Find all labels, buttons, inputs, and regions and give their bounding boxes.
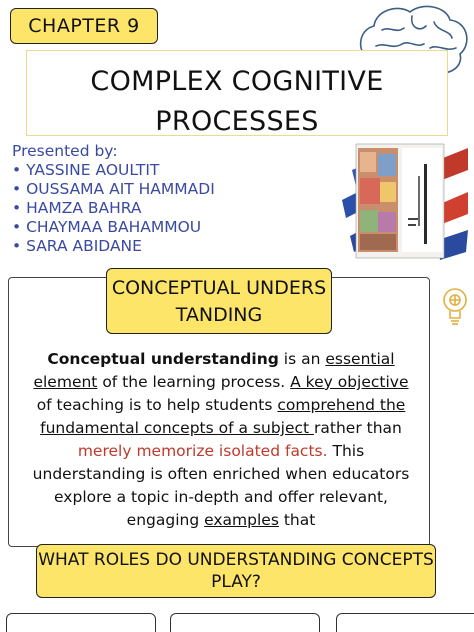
bottom-card — [336, 613, 474, 632]
book-cover-image — [342, 140, 468, 264]
term-conceptual-understanding: Conceptual understanding — [47, 350, 279, 368]
text-run: This understanding is often enriched when educators explore a topic in-depth and offer relevant, engaging — [32, 442, 410, 529]
text-run: of teaching is to help students — [36, 396, 278, 414]
presenter-list — [12, 142, 215, 256]
text-run: rather than — [314, 419, 402, 437]
cover-photo — [360, 178, 380, 204]
presenter-item: • HAMZA BAHRA — [12, 199, 142, 217]
cover-photo — [360, 234, 396, 250]
title-line-2: PROCESSES — [155, 106, 319, 137]
cover-photo — [378, 212, 396, 232]
lightbulb-icon — [436, 284, 474, 328]
cover-title-mark — [424, 164, 427, 244]
underlined-phrase: A key objective — [290, 373, 409, 391]
page-title — [26, 62, 448, 142]
cover-spine-band — [402, 148, 442, 252]
bottom-card — [170, 613, 320, 632]
roles-question-badge: WHAT ROLES DO UNDERSTANDING CONCEPTS PLAY? — [36, 544, 436, 598]
cover-title-mark — [408, 218, 418, 220]
cover-title-mark — [408, 224, 416, 226]
cover-photo — [360, 152, 376, 172]
chapter-badge: CHAPTER 9 — [10, 8, 158, 44]
concept-paragraph — [28, 348, 414, 532]
underlined-phrase: comprehend the fundamental concepts of a subject — [40, 396, 406, 437]
bottom-card — [6, 613, 156, 632]
cover-photo — [380, 182, 396, 202]
presenter-item: • CHAYMAA BAHAMMOU — [12, 218, 202, 236]
highlighted-phrase: merely memorize isolated facts. — [77, 442, 328, 460]
presented-by-label: Presented by: — [12, 142, 118, 160]
text-run: of the learning process. — [97, 373, 291, 391]
presenter-item: • YASSINE AOULTIT — [12, 161, 160, 179]
text-run: that — [278, 511, 316, 529]
underlined-phrase: examples — [204, 511, 279, 529]
cover-photo — [360, 210, 378, 232]
text-run: is an — [278, 350, 326, 368]
title-line-1: COMPLEX COGNITIVE — [90, 66, 384, 97]
presenter-item: • SARA ABIDANE — [12, 237, 142, 255]
underlined-phrase: essential element — [33, 350, 395, 391]
cover-photo — [378, 154, 396, 176]
presenter-item: • OUSSAMA AIT HAMMADI — [12, 180, 215, 198]
cover-title-mark — [418, 176, 420, 226]
section-badge: CONCEPTUAL UNDERSTANDING — [106, 268, 332, 334]
